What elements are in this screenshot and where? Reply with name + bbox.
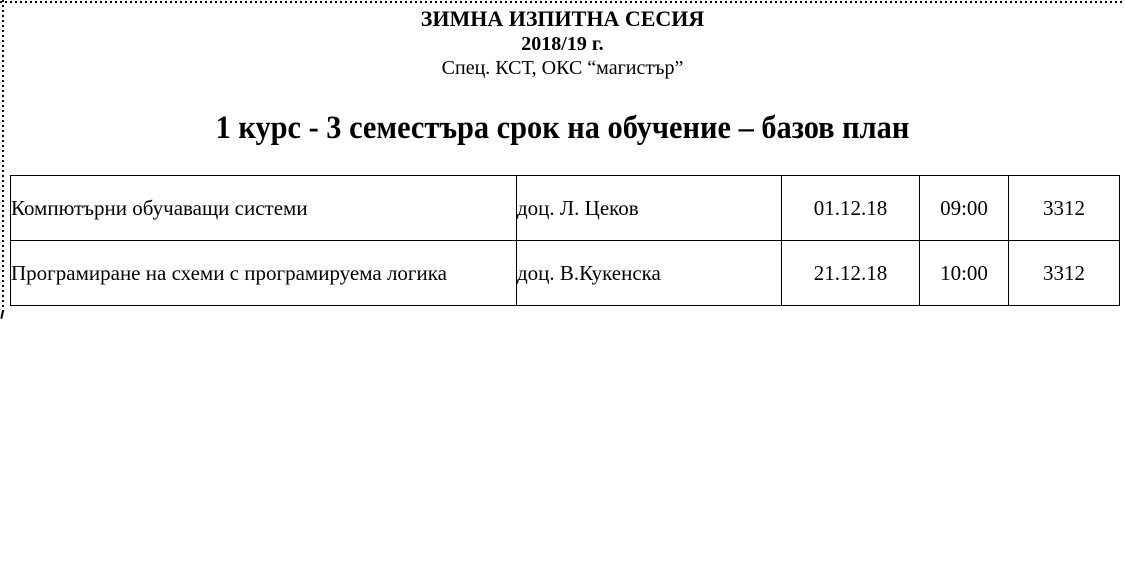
- room-cell: 3312: [1009, 241, 1120, 306]
- room-cell: 3312: [1009, 176, 1120, 241]
- table-row: [11, 176, 1120, 241]
- course-plan-heading: 1 курс - 3 семестъра срок на обучение – базов план: [215, 110, 910, 146]
- time-cell: 09:00: [920, 176, 1009, 241]
- date-cell: 21.12.18: [782, 241, 920, 306]
- subject-cell: Програмиране на схеми с програмируема логика: [11, 241, 517, 306]
- academic-year: 2018/19 г.: [521, 33, 604, 55]
- table-row: [11, 241, 1120, 306]
- time-cell: 10:00: [920, 241, 1009, 306]
- specialty-line: Спец. КСТ, ОКС “магистър”: [441, 57, 684, 79]
- lecturer-cell: доц. В.Кукенска: [517, 241, 782, 306]
- page-break-top-border: [0, 1, 1125, 3]
- lecturer-cell: доц. Л. Цеков: [517, 176, 782, 241]
- date-cell: 01.12.18: [782, 176, 920, 241]
- document-header: [0, 6, 1125, 80]
- page-break-end-mark: [0, 312, 6, 320]
- session-title: ЗИМНА ИЗПИТНА СЕСИЯ: [420, 6, 705, 31]
- exam-schedule-table: [10, 175, 1120, 306]
- subject-cell: Компютърни обучаващи системи: [11, 176, 517, 241]
